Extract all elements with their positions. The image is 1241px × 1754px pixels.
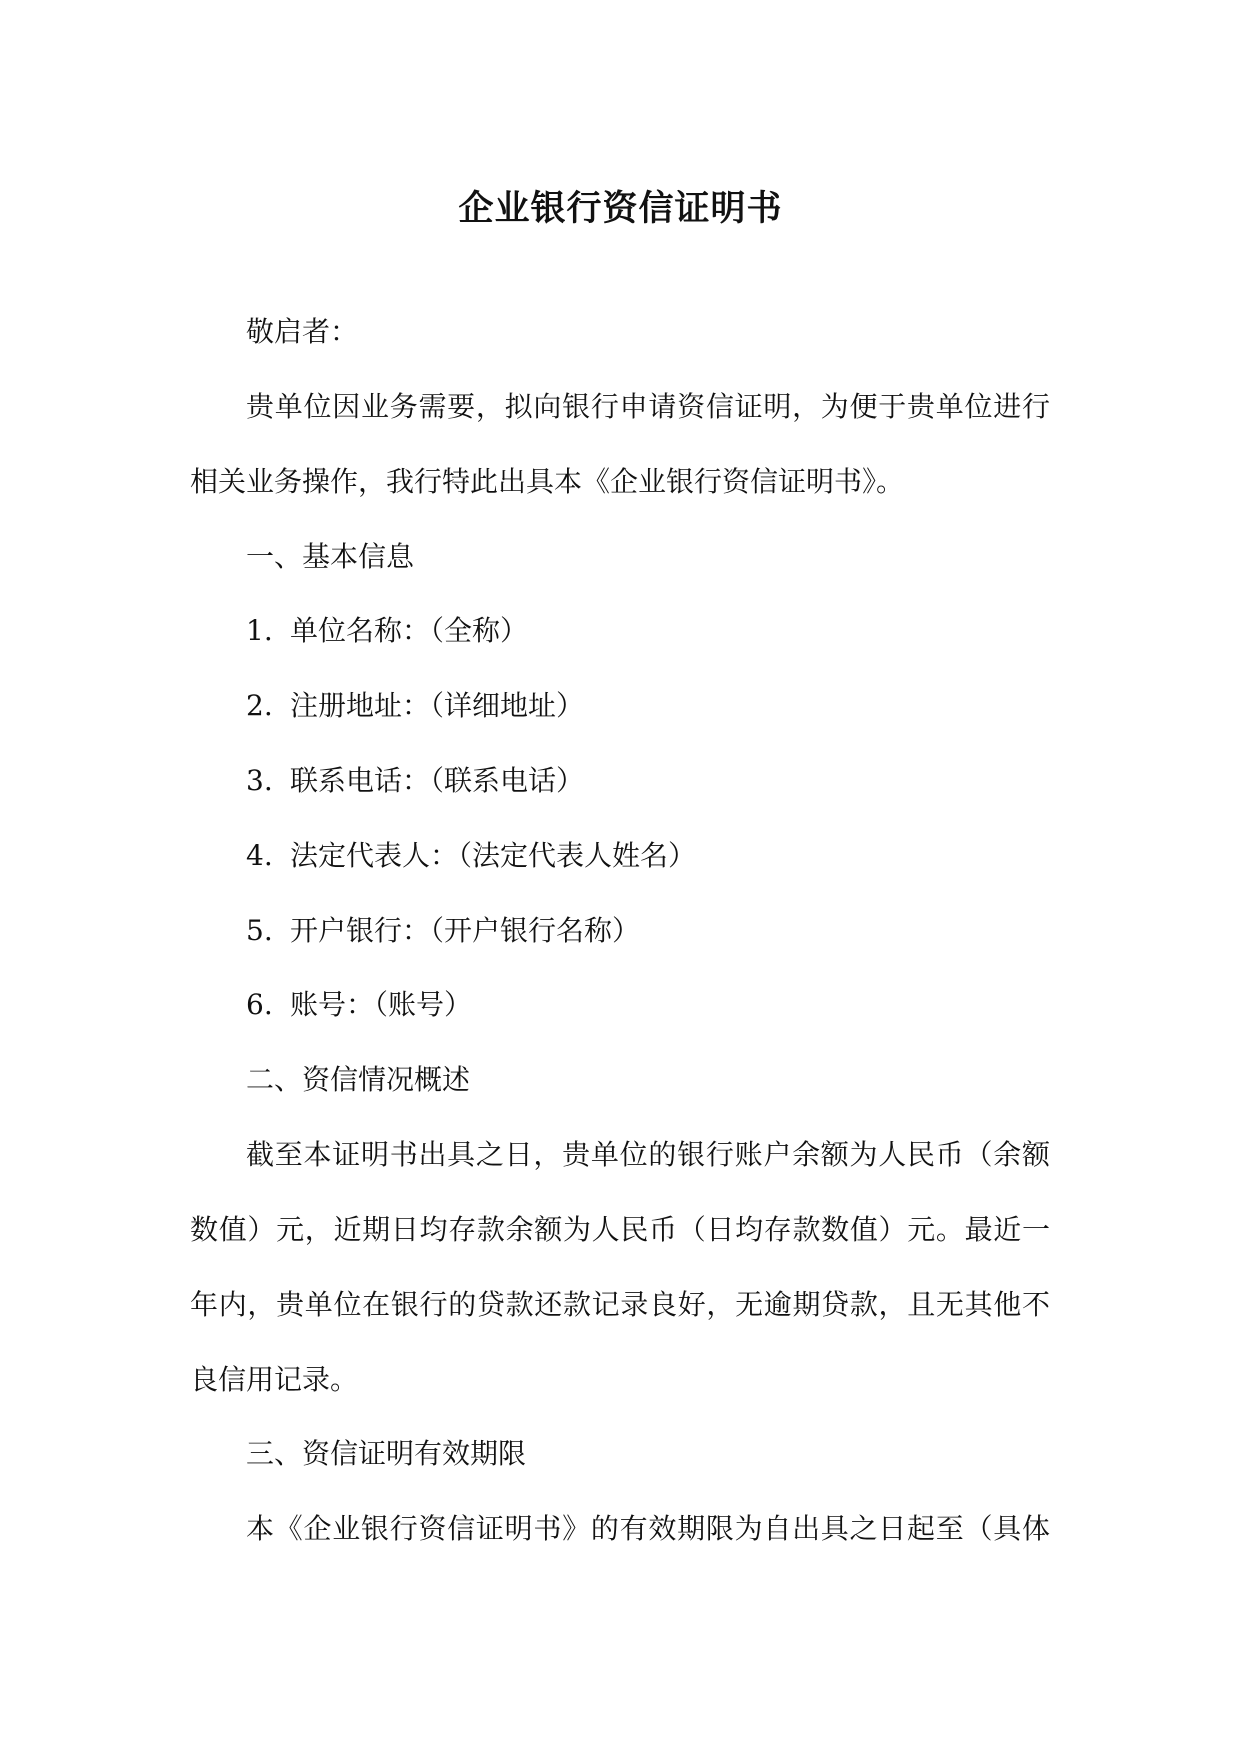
section-3-line-1: 本《企业银行资信证明书》的有效期限为自出具之日起至（具体 bbox=[246, 1512, 1050, 1545]
list-item bbox=[246, 686, 584, 726]
section-2-line-3: 年内，贵单位在银行的贷款还款记录良好，无逾期贷款，且无其他不 bbox=[190, 1288, 1050, 1321]
salutation: 敬启者： bbox=[246, 315, 359, 348]
list-item-text: 注册地址：（详细地址） bbox=[290, 689, 585, 722]
list-item-text: 单位名称：（全称） bbox=[290, 614, 529, 647]
section-2-heading: 二、资信情况概述 bbox=[246, 1063, 471, 1096]
list-item-text: 开户银行：（开户银行名称） bbox=[290, 914, 641, 947]
list-item-number: 3. bbox=[246, 764, 273, 797]
section-3-heading: 三、资信证明有效期限 bbox=[246, 1437, 527, 1470]
list-item bbox=[246, 911, 640, 951]
document-title: 企业银行资信证明书 bbox=[458, 188, 783, 229]
list-item-number: 5. bbox=[246, 914, 273, 947]
intro-line-2: 相关业务操作，我行特此出具本《企业银行资信证明书》。 bbox=[190, 465, 905, 498]
list-item-number: 2. bbox=[246, 689, 273, 722]
list-item bbox=[246, 836, 696, 876]
list-item bbox=[246, 985, 472, 1025]
section-2-line-1: 截至本证明书出具之日，贵单位的银行账户余额为人民币（余额 bbox=[246, 1138, 1050, 1171]
list-item-number: 6. bbox=[246, 988, 273, 1021]
list-item-number: 4. bbox=[246, 839, 273, 872]
section-2-line-2: 数值）元，近期日均存款余额为人民币（日均存款数值）元。最近一 bbox=[190, 1213, 1050, 1246]
list-item-text: 法定代表人：（法定代表人姓名） bbox=[290, 839, 697, 872]
list-item bbox=[246, 761, 584, 801]
section-1-heading: 一、基本信息 bbox=[246, 540, 415, 573]
list-item-text: 联系电话：（联系电话） bbox=[290, 764, 585, 797]
list-item bbox=[246, 611, 528, 651]
intro-line-1: 贵单位因业务需要，拟向银行申请资信证明，为便于贵单位进行 bbox=[246, 390, 1050, 423]
section-2-line-4: 良信用记录。 bbox=[190, 1363, 359, 1396]
list-item-number: 1. bbox=[246, 614, 273, 647]
list-item-text: 账号：（账号） bbox=[290, 988, 473, 1021]
